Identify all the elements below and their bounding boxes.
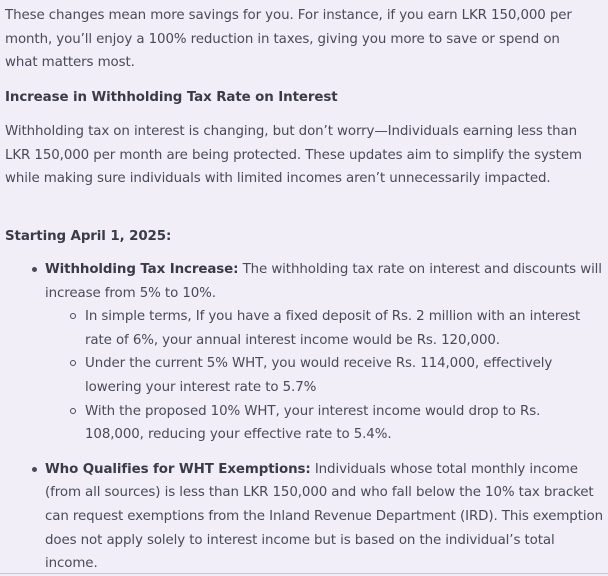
wht-paragraph: Withholding tax on interest is changing, but don’t worry—Individuals earning less than LKR 150,000 per month are being protected. These updates aim to simplify the system while making sure individuals with limited incomes aren’t unnecessarily impacted. [5, 124, 582, 187]
sub-list-item: With the proposed 10% WHT, your interest income would drop to Rs. 108,000, reducing your effective rate to 5.4%. [85, 400, 603, 447]
section-heading-start-date: Starting April 1, 2025: [5, 229, 172, 244]
bullet-title: Who Qualifies for WHT Exemptions: [45, 461, 311, 477]
bullet-list [5, 258, 603, 576]
bullet-title: Withholding Tax Increase: [45, 262, 239, 277]
sub-list [45, 305, 603, 447]
section-heading-wht-rate: Increase in Withholding Tax Rate on Interest [5, 90, 338, 105]
divider [0, 573, 608, 574]
sub-list-item: In simple terms, If you have a fixed deposit of Rs. 2 million with an interest rate of 6%, your annual interest income would be Rs. 120,000. [85, 305, 603, 352]
bullet-text: The withholding tax rate on interest and discounts will increase from 5% to 10%. [45, 262, 602, 301]
list-item-wht-increase [45, 258, 603, 447]
bullet-text: Individuals whose total monthly income (from all sources) is less than LKR 150,000 and who fall below the 10% tax bracket can request exemptions from the Inland Revenue Department (IRD). This exemption does not apply solely to interest income but is based on the individual’s total income. [45, 461, 603, 572]
sub-list-item: Under the current 5% WHT, you would receive Rs. 114,000, effectively lowering your interest rate to 5.7% [85, 352, 603, 399]
list-item-wht-exemptions [45, 458, 603, 576]
intro-paragraph: These changes mean more savings for you. For instance, if you earn LKR 150,000 per month, you’ll enjoy a 100% reduction in taxes, giving you more to save or spend on what matters most. [5, 8, 572, 71]
